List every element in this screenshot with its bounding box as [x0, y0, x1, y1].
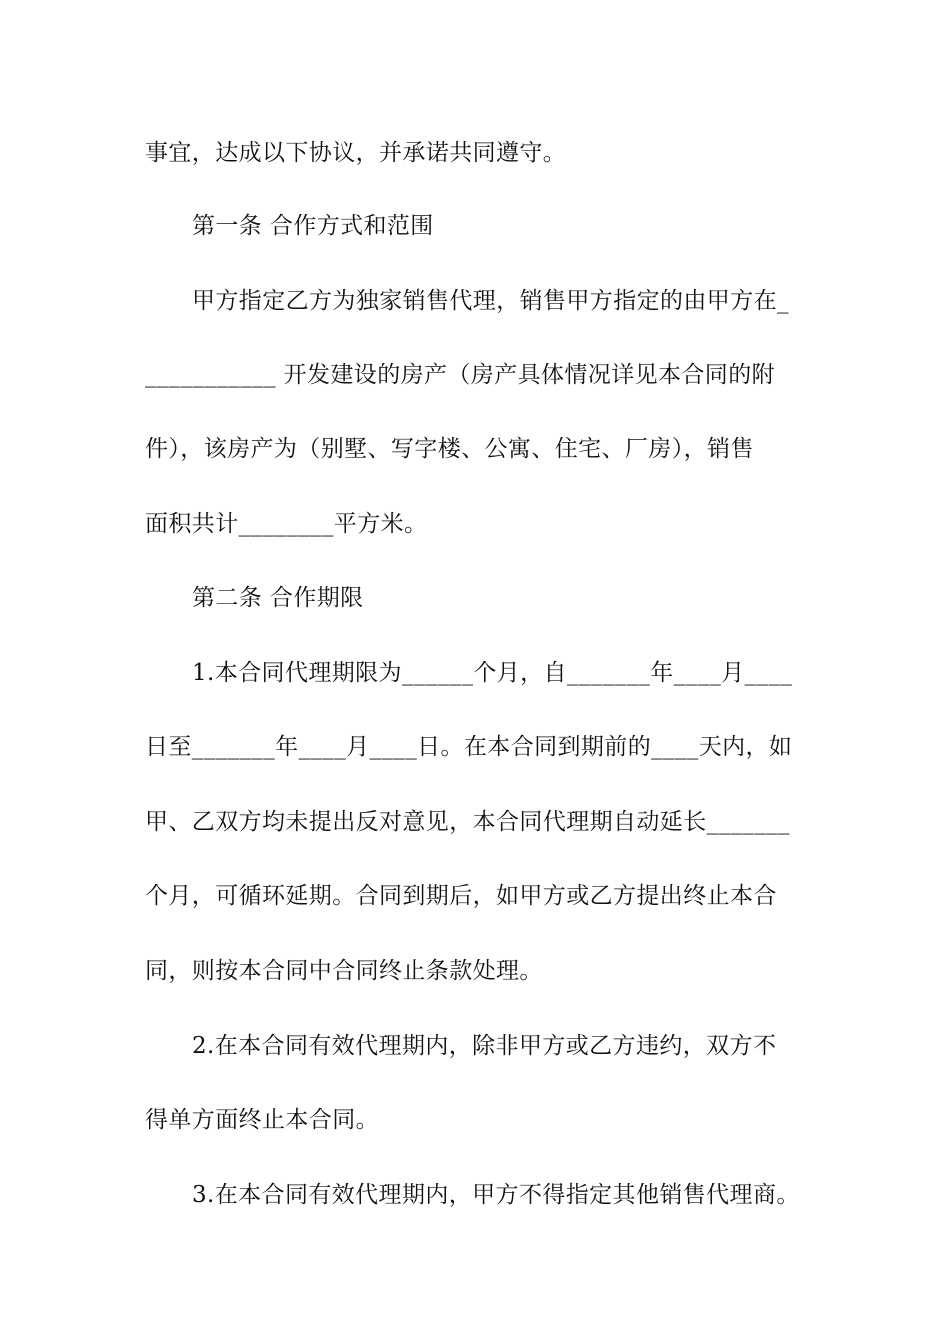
article-1-heading: 第一条 合作方式和范围 — [192, 213, 434, 239]
paragraph-line-intro-end: 事宜，达成以下协议，并承诺共同遵守。 — [145, 140, 567, 166]
article-1-line-4: 面积共计________平方米。 — [145, 511, 428, 537]
article-2-clause-1-line-1: 1.本合同代理期限为______个月，自_______年____月____ — [192, 660, 793, 686]
article-2-clause-1-line-3: 甲、乙双方均未提出反对意见，本合同代理期自动延长_______ — [145, 809, 790, 835]
article-2-heading: 第二条 合作期限 — [192, 585, 364, 611]
article-1-line-1: 甲方指定乙方为独家销售代理，销售甲方指定的由甲方在_ — [192, 288, 789, 314]
article-2-clause-1-line-2: 日至_______年____月____日。在本合同到期前的____天内，如 — [145, 734, 793, 760]
article-1-line-3: 件），该房产为（别墅、写字楼、公寓、住宅、厂房），销售 — [145, 436, 754, 462]
article-2-clause-2-line-2: 得单方面终止本合同。 — [145, 1107, 379, 1133]
article-2-clause-1-line-4: 个月，可循环延期。合同到期后，如甲方或乙方提出终止本合 — [145, 883, 777, 909]
article-2-clause-1-line-5: 同，则按本合同中合同终止条款处理。 — [145, 958, 543, 984]
article-1-line-2: ___________ 开发建设的房产（房产具体情况详见本合同的附 — [145, 362, 776, 388]
article-2-clause-3-line-1: 3.在本合同有效代理期内，甲方不得指定其他销售代理商。 — [192, 1182, 800, 1208]
article-2-clause-2-line-1: 2.在本合同有效代理期内，除非甲方或乙方违约，双方不 — [192, 1033, 777, 1059]
